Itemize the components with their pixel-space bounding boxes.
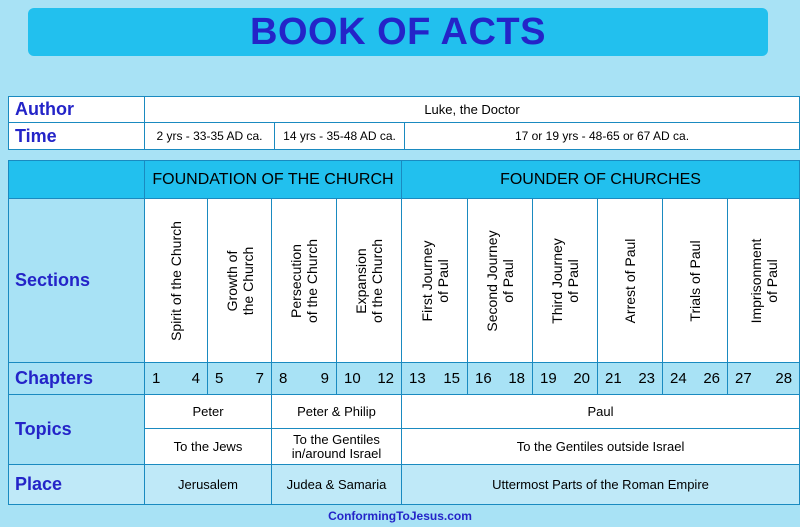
topics-label: Topics: [9, 395, 145, 465]
section-label: Arrest of Paul: [622, 238, 638, 323]
section-label: Imprisonment of Paul: [747, 238, 780, 323]
section-label: Persecution of the Church: [288, 238, 320, 323]
chapter-end: 4: [191, 370, 200, 387]
chapter-range: [208, 363, 272, 395]
page-title: BOOK OF ACTS: [250, 10, 546, 53]
chapter-range: [468, 363, 533, 395]
time-label: Time: [9, 123, 145, 150]
place-label: Place: [9, 465, 145, 505]
topic-audience: To the Jews: [145, 429, 272, 465]
chapter-end: 7: [255, 370, 264, 387]
topic-audience: To the Gentiles outside Israel: [402, 429, 800, 465]
author-time-table: [8, 96, 800, 150]
acts-outline-table: [8, 160, 800, 505]
chapter-range: [663, 363, 728, 395]
chapter-start: 16: [475, 370, 492, 387]
time-period-3: 17 or 19 yrs - 48-65 or 67 AD ca.: [405, 123, 800, 150]
chapter-range: [598, 363, 663, 395]
section-cell: [533, 199, 598, 363]
chapter-start: 8: [279, 370, 288, 387]
topic-person: Paul: [402, 395, 800, 429]
chapter-range: [337, 363, 402, 395]
section-cell: [145, 199, 208, 363]
chapter-range: [402, 363, 468, 395]
topic-person: Peter: [145, 395, 272, 429]
section-label: First Journey of Paul: [418, 240, 451, 321]
chapter-range: [145, 363, 208, 395]
section-cell: [337, 199, 402, 363]
section-label: Spirit of the Church: [168, 220, 184, 341]
place-value: Jerusalem: [145, 465, 272, 505]
chapter-start: 19: [540, 370, 557, 387]
chapter-start: 27: [735, 370, 752, 387]
chapter-end: 12: [377, 370, 394, 387]
section-label: Expansion of the Church: [353, 238, 385, 323]
author-value: Luke, the Doctor: [145, 97, 800, 123]
chapter-range: [728, 363, 800, 395]
topic-audience: To the Gentiles in/around Israel: [272, 429, 402, 465]
chapter-end: 26: [703, 370, 720, 387]
section-label: Second Journey of Paul: [484, 229, 516, 332]
time-period-2: 14 yrs - 35-48 AD ca.: [275, 123, 405, 150]
chapter-end: 20: [573, 370, 590, 387]
section-label: Growth of the Church: [223, 246, 256, 315]
topic-person: Peter & Philip: [272, 395, 402, 429]
chapter-end: 28: [775, 370, 793, 387]
place-value: Uttermost Parts of the Roman Empire: [402, 465, 800, 505]
chapter-start: 13: [409, 370, 426, 387]
chapter-range: [533, 363, 598, 395]
chapter-end: 18: [508, 370, 525, 387]
footer-credit: ConformingToJesus.com: [328, 509, 472, 523]
chapter-start: 5: [215, 370, 224, 387]
header-spacer: [9, 161, 145, 199]
section-cell: [468, 199, 533, 363]
chapter-end: 9: [320, 370, 329, 387]
section-label: Trials of Paul: [687, 239, 703, 322]
chapters-label: Chapters: [9, 363, 145, 395]
place-value: Judea & Samaria: [272, 465, 402, 505]
time-period-1: 2 yrs - 33-35 AD ca.: [145, 123, 275, 150]
section-cell: [208, 199, 272, 363]
section-cell: [272, 199, 337, 363]
chapter-range: [272, 363, 337, 395]
section-cell: [598, 199, 663, 363]
sections-label: Sections: [9, 199, 145, 363]
author-label: Author: [9, 97, 145, 123]
chapter-end: 15: [443, 370, 460, 387]
header-foundation: FOUNDATION OF THE CHURCH: [145, 161, 402, 199]
section-cell: [728, 199, 800, 363]
section-cell: [663, 199, 728, 363]
chapter-start: 1: [152, 370, 161, 387]
chapter-start: 21: [605, 370, 622, 387]
section-label: Third Journey of Paul: [549, 237, 581, 324]
header-founder: FOUNDER OF CHURCHES: [402, 161, 800, 199]
chapter-start: 10: [344, 370, 361, 387]
chapter-start: 24: [670, 370, 687, 387]
chapter-end: 23: [638, 370, 655, 387]
section-cell: [402, 199, 468, 363]
title-banner: [28, 8, 768, 56]
